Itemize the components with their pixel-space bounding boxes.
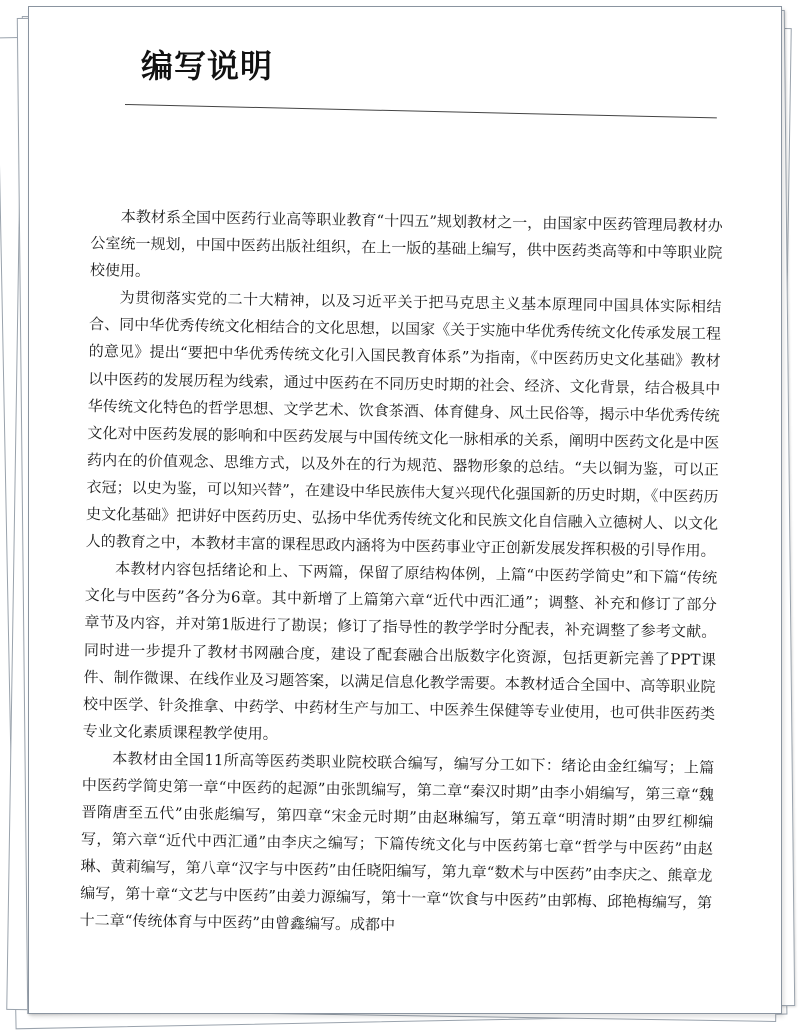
page-title: 编写说明 [141, 47, 274, 85]
paragraph-4: 本教材由全国11所高等医药类职业院校联合编写，编写分工如下：绪论由金红编写；上篇中医药学简史第一章“中医药的起源”由张凯编写，第二章“秦汉时期”由李小娟编写，第三章“魏晋隋唐至五代”由张彪编写，第四章“宋金元时期”由赵琳编写，第五章“明清时期”由罗红柳编写，第六章“近代中西汇通”由李庆之编写；下篇传统文化与中医药第七章“哲学与中医药”由赵琳、黄莉编写，第八章“汉字与中医药”由任晓阳编写，第九章“数术与中医药”由李庆之、熊章龙编写，第十章“文艺与中医药”由姜力源编写，第十一章“饮食与中医药”由郭梅、邱艳梅编写，第十二章“传统体育与中医药”由曾鑫编写。成都中 [79, 749, 715, 935]
title-underline [125, 104, 717, 118]
document-page [28, 6, 782, 1014]
paragraph-3: 本教材内容包括绪论和上、下两篇，保留了原结构体例，上篇“中医药学简史”和下篇“传统文化与中医药”各分为6章。其中新增了上篇第六章“近代中西汇通”；调整、补充和修订了部分章节及内容，并对第1版进行了勘误；修订了指导性的教学学时分配表，补充调整了参考文献。同时进一步提升了教材书网融合度，建设了配套融合出版数字化资源，包括更新完善了PPT课件、制作微课、在线作业及习题答案，以满足信息化教学需要。本教材适合全国中、高等职业院校中医学、针灸推拿、中药学、中药材生产与加工、中医养生保健等专业使用，也可供非医药类专业文化素质课程教学使用。 [82, 559, 718, 743]
body-text [80, 203, 723, 944]
paragraph-2: 为贯彻落实党的二十大精神，以及习近平关于把马克思主义基本原理同中国具体实际相结合、同中华优秀传统文化相结合的文化思想，以国家《关于实施中华优秀传统文化传承发展工程的意见》提出“要把中华优秀传统文化引入国民教育体系”为指南，《中医药历史文化基础》教材以中医药的发展历程为线索，通过中医药在不同历史时期的社会、经济、文化背景，结合极具中华传统文化特色的哲学思想、文学艺术、饮食茶酒、体育健身、风土民俗等，揭示中华优秀传统文化对中医药发展的影响和中医药发展与中国传统文化一脉相承的关系，阐明中医药文化是中医药内在的价值观念、思维方式，以及外在的行为规范、器物形象的总结。“夫以铜为鉴，可以正衣冠；以史为鉴，可以知兴替”，在建设中华民族伟大复兴现代化强国新的历史时期，《中医药历史文化基础》把讲好中医药历史、弘扬中华优秀传统文化和民族文化自信融入立德树人、以文化人的教育之中，本教材丰富的课程思政内涵将为中医药事业守正创新发展发挥积极的引导作用。 [85, 288, 722, 560]
paragraph-1: 本教材系全国中医药行业高等职业教育“十四五”规划教材之一，由国家中医药管理局教材办公室统一规划，中国中医药出版社组织，在上一版的基础上编写，供中医药类高等和中等职业院校使用。 [89, 207, 723, 281]
